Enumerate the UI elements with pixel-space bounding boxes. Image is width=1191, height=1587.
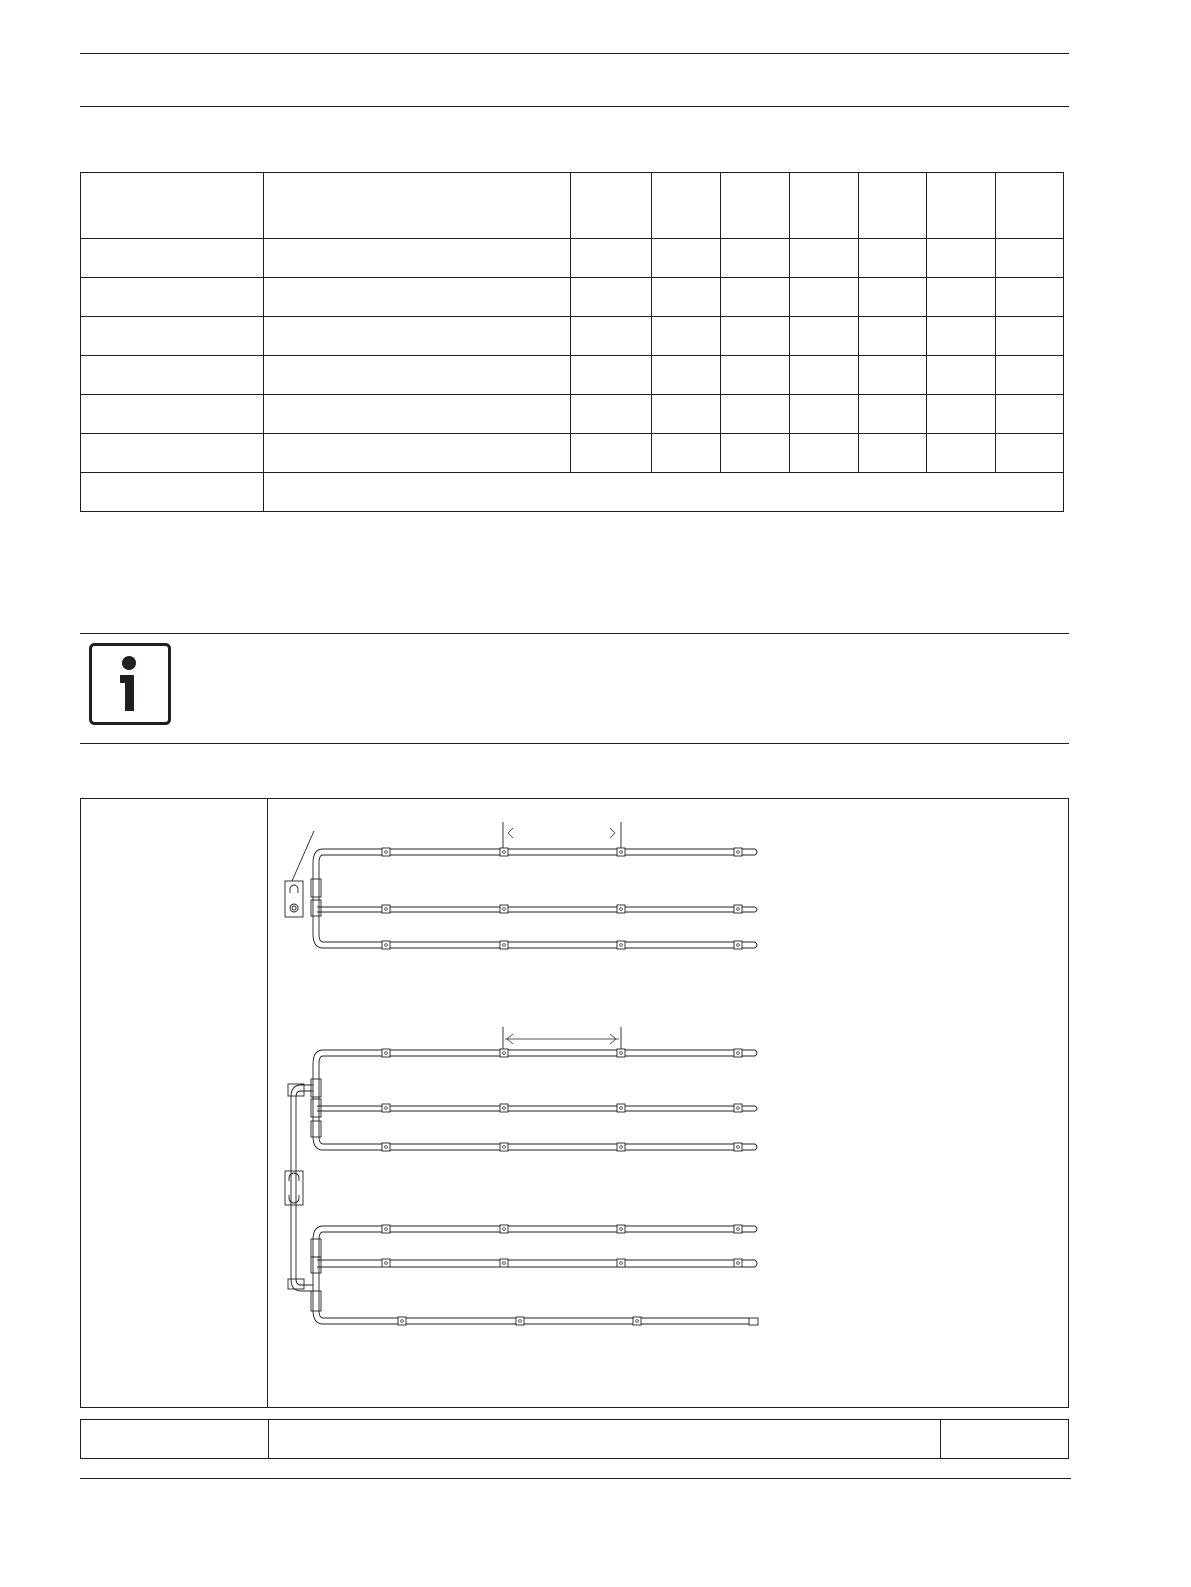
table-header-cell bbox=[996, 173, 1064, 239]
table-cell bbox=[264, 239, 571, 278]
table-cell bbox=[571, 395, 652, 434]
table-row bbox=[81, 434, 1064, 473]
table-cell bbox=[652, 434, 721, 473]
table-header-cell bbox=[721, 173, 790, 239]
table-cell bbox=[996, 395, 1064, 434]
table-row bbox=[81, 356, 1064, 395]
table-cell bbox=[858, 278, 927, 317]
upper-couplers bbox=[382, 848, 742, 949]
notice-rule-bottom bbox=[80, 743, 1069, 744]
table-cell bbox=[996, 434, 1064, 473]
table-cell bbox=[652, 239, 721, 278]
header-rule-bottom bbox=[80, 106, 1069, 107]
table-cell bbox=[652, 395, 721, 434]
table-cell bbox=[652, 356, 721, 395]
table-cell bbox=[721, 356, 790, 395]
table-cell bbox=[571, 356, 652, 395]
table-cell bbox=[789, 395, 858, 434]
table-cell bbox=[996, 278, 1064, 317]
table-row bbox=[81, 395, 1064, 434]
table-cell bbox=[721, 434, 790, 473]
table-cell bbox=[858, 434, 927, 473]
table-header-cell bbox=[789, 173, 858, 239]
table-cell bbox=[571, 434, 652, 473]
table-cell bbox=[81, 317, 264, 356]
table-cell bbox=[789, 278, 858, 317]
table-cell bbox=[927, 434, 996, 473]
lower-pipe-assembly bbox=[285, 1027, 758, 1325]
table-cell bbox=[789, 317, 858, 356]
table-cell bbox=[571, 317, 652, 356]
table-cell bbox=[81, 356, 264, 395]
table-cell bbox=[858, 239, 927, 278]
table-cell bbox=[927, 278, 996, 317]
table-header-cell bbox=[264, 173, 571, 239]
footer-rule bbox=[80, 1478, 1071, 1479]
table-cell bbox=[81, 239, 264, 278]
notice-rule-top bbox=[80, 633, 1069, 634]
figure-caption-table bbox=[80, 1419, 1069, 1459]
table-row bbox=[81, 317, 1064, 356]
table-cell bbox=[571, 278, 652, 317]
table-cell bbox=[858, 356, 927, 395]
table-header-cell bbox=[81, 173, 264, 239]
table-header-cell bbox=[571, 173, 652, 239]
table-cell bbox=[264, 317, 571, 356]
table-cell bbox=[652, 278, 721, 317]
table-cell bbox=[927, 239, 996, 278]
table-row bbox=[81, 239, 1064, 278]
caption-divider bbox=[268, 1420, 269, 1458]
table-header-cell bbox=[652, 173, 721, 239]
table-cell bbox=[264, 356, 571, 395]
table-cell bbox=[721, 278, 790, 317]
figure-box bbox=[80, 798, 1069, 1408]
table-cell bbox=[264, 434, 571, 473]
table-cell bbox=[264, 395, 571, 434]
table-footer-row bbox=[81, 473, 1064, 512]
upper-pipe-assembly bbox=[285, 822, 757, 948]
table-cell bbox=[571, 239, 652, 278]
table-cell bbox=[858, 395, 927, 434]
table-footer-cell bbox=[81, 473, 264, 512]
table-header-row bbox=[81, 173, 1064, 239]
table-cell bbox=[721, 395, 790, 434]
header-rule-top bbox=[80, 53, 1069, 54]
table-cell bbox=[652, 317, 721, 356]
spec-table bbox=[80, 172, 1064, 512]
table-cell bbox=[264, 278, 571, 317]
table-cell bbox=[721, 317, 790, 356]
table-cell bbox=[996, 239, 1064, 278]
table-cell bbox=[927, 395, 996, 434]
caption-divider bbox=[940, 1420, 941, 1458]
table-cell bbox=[927, 317, 996, 356]
table-cell bbox=[858, 317, 927, 356]
table-cell bbox=[81, 395, 264, 434]
table-footer-cell bbox=[264, 473, 1064, 512]
pipe-network-diagram bbox=[81, 799, 1070, 1409]
info-icon bbox=[89, 643, 171, 725]
table-header-cell bbox=[858, 173, 927, 239]
table-cell bbox=[996, 356, 1064, 395]
table-cell bbox=[789, 434, 858, 473]
table-cell bbox=[996, 317, 1064, 356]
table-cell bbox=[81, 434, 264, 473]
table-cell bbox=[789, 356, 858, 395]
table-cell bbox=[927, 356, 996, 395]
table-cell bbox=[789, 239, 858, 278]
lower-couplers bbox=[382, 1049, 742, 1325]
table-cell bbox=[721, 239, 790, 278]
table-header-cell bbox=[927, 173, 996, 239]
table-cell bbox=[81, 278, 264, 317]
table-row bbox=[81, 278, 1064, 317]
